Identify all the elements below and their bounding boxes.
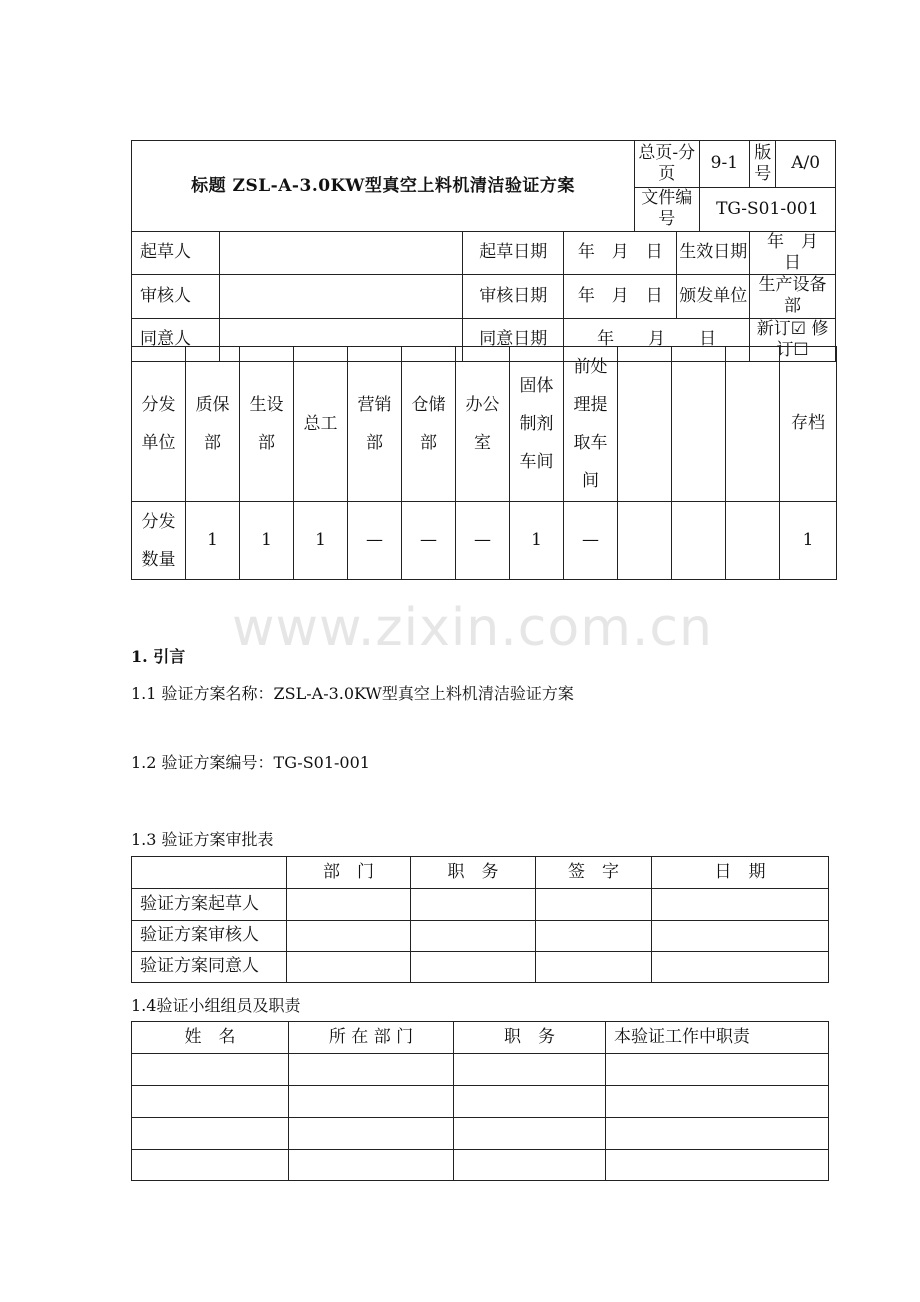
table-row [132, 1054, 829, 1086]
section-1-2: 1.2 验证方案编号：TG-S01-001 [131, 753, 370, 772]
draft-date-value: 年 月 日 [564, 231, 677, 275]
distribution-qty: 1 [294, 502, 348, 580]
review-date-value: 年 月 日 [564, 275, 677, 319]
distribution-qty [672, 502, 726, 580]
team-header-cell: 本验证工作中职责 [606, 1022, 829, 1054]
distribution-qty: 1 [510, 502, 564, 580]
distribution-unit: 存档 [780, 347, 837, 502]
issuer-label: 颁发单位 [677, 275, 750, 319]
distribution-unit [618, 347, 672, 502]
doc-no-value: TG-S01-001 [699, 188, 835, 232]
approval-header-cell: 职 务 [411, 857, 536, 889]
distribution-unit-label: 分发单位 [132, 347, 186, 502]
distribution-unit: 前处理提取车间 [564, 347, 618, 502]
total-page-value: 9-1 [699, 141, 750, 188]
distribution-qty: — [564, 502, 618, 580]
team-header-cell: 职 务 [454, 1022, 606, 1054]
distribution-unit [726, 347, 780, 502]
distribution-unit: 固体制剂车间 [510, 347, 564, 502]
drafter-value [219, 231, 462, 275]
table-cell [652, 889, 829, 921]
version-value: A/0 [776, 141, 836, 188]
table-cell [536, 952, 652, 983]
distribution-unit: 仓储部 [402, 347, 456, 502]
table-row [132, 1118, 829, 1150]
approval-table [131, 856, 829, 983]
issuer-value: 生产设备部 [750, 275, 836, 319]
version-label: 版号 [750, 141, 776, 188]
watermark: www.zixin.com.cn [232, 598, 713, 658]
document-title: 标题 ZSL-A-3.0KW型真空上料机清洁验证方案 [132, 141, 635, 232]
reviewer-value [219, 275, 462, 319]
approve-date-label: 同意日期 [463, 318, 564, 362]
table-cell [652, 921, 829, 952]
distribution-unit: 质保部 [186, 347, 240, 502]
team-table [131, 1021, 829, 1181]
reviewer-label: 审核人 [132, 275, 220, 319]
effective-date-value: 年 月 日 [750, 231, 836, 275]
distribution-unit: 总工 [294, 347, 348, 502]
team-header-cell: 姓 名 [132, 1022, 289, 1054]
distribution-unit: 生设部 [240, 347, 294, 502]
table-cell [287, 889, 411, 921]
table-row [132, 1086, 829, 1118]
draft-date-label: 起草日期 [463, 231, 564, 275]
revision-checkboxes: 新订☑ 修订☐ [750, 318, 836, 362]
doc-no-label: 文件编号 [634, 188, 699, 232]
distribution-qty [618, 502, 672, 580]
distribution-unit [672, 347, 726, 502]
header-table [131, 140, 836, 362]
approval-row-label: 验证方案同意人 [132, 952, 287, 983]
distribution-table [131, 346, 837, 580]
distribution-qty: 1 [240, 502, 294, 580]
distribution-qty [726, 502, 780, 580]
review-date-label: 审核日期 [463, 275, 564, 319]
approver-label: 同意人 [132, 318, 220, 362]
approval-header-cell [132, 857, 287, 889]
section-1-3: 1.3 验证方案审批表 [131, 830, 274, 849]
table-row [132, 1150, 829, 1181]
table-cell [536, 889, 652, 921]
distribution-qty: — [456, 502, 510, 580]
section-1-1: 1.1 验证方案名称：ZSL-A-3.0KW型真空上料机清洁验证方案 [131, 684, 574, 703]
table-cell [287, 921, 411, 952]
table-cell [411, 921, 536, 952]
team-header-cell: 所 在 部 门 [289, 1022, 454, 1054]
drafter-label: 起草人 [132, 231, 220, 275]
section-heading-intro: 1. 引言 [131, 647, 186, 666]
table-cell [536, 921, 652, 952]
approval-header-cell: 部 门 [287, 857, 411, 889]
distribution-unit: 办公室 [456, 347, 510, 502]
approve-date-value: 年 月 日 [564, 318, 750, 362]
distribution-qty-label: 分发数量 [132, 502, 186, 580]
table-cell [652, 952, 829, 983]
approval-row-label: 验证方案审核人 [132, 921, 287, 952]
distribution-unit: 营销部 [348, 347, 402, 502]
distribution-qty: — [348, 502, 402, 580]
total-page-label: 总页-分页 [634, 141, 699, 188]
approval-row-label: 验证方案起草人 [132, 889, 287, 921]
approval-header-cell: 日 期 [652, 857, 829, 889]
effective-date-label: 生效日期 [677, 231, 750, 275]
distribution-qty: 1 [780, 502, 837, 580]
table-cell [287, 952, 411, 983]
distribution-qty: 1 [186, 502, 240, 580]
approval-header-cell: 签 字 [536, 857, 652, 889]
section-1-4: 1.4验证小组组员及职责 [131, 996, 301, 1015]
table-cell [411, 889, 536, 921]
distribution-qty: — [402, 502, 456, 580]
table-cell [411, 952, 536, 983]
